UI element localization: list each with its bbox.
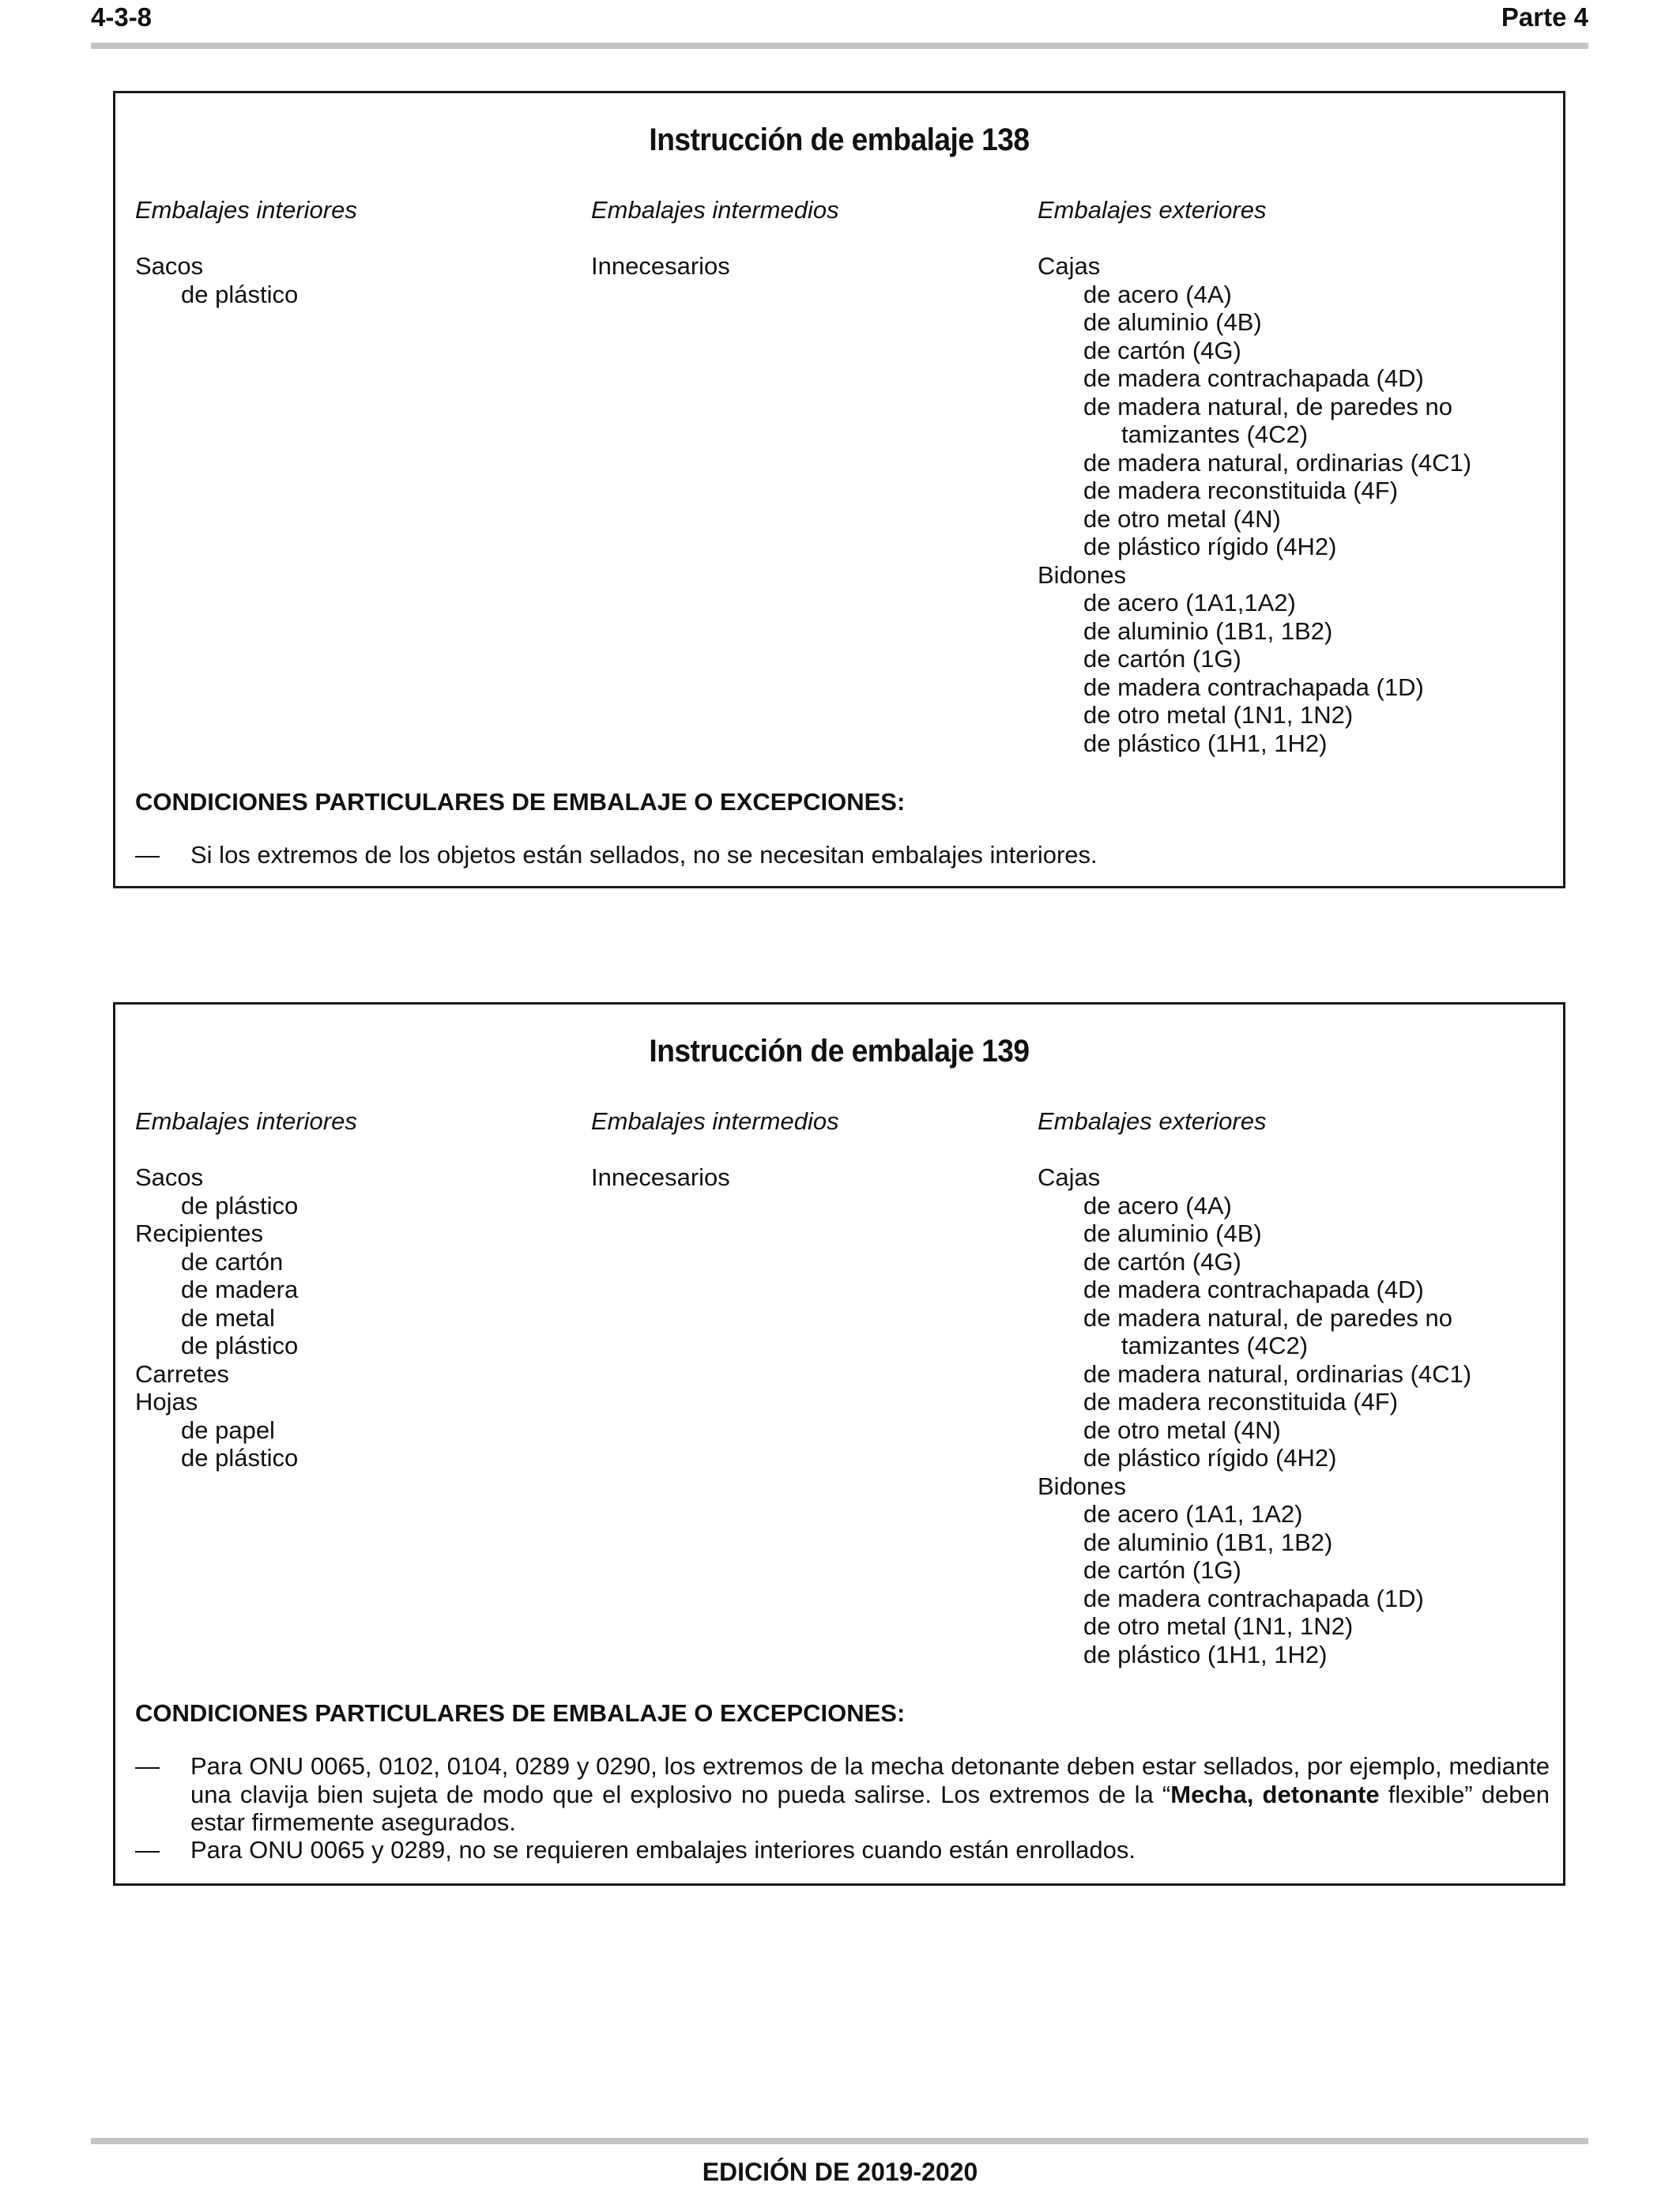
outer-packagings-list xyxy=(1038,252,1471,757)
packaging-item: de acero (4A) xyxy=(1083,280,1232,308)
packaging-item: de acero (1A1,1A2) xyxy=(1083,589,1296,616)
note-text xyxy=(190,1752,1550,1837)
note-text-part: Para ONU 0065, 0102, 0104, 0289 y 0290, los extremos de la mecha detonante deben estar sellados, por ejemplo, mediante una clavija bien sujeta de modo que el explosivo no pueda salirse. Los extremos de la “ xyxy=(190,1752,1550,1808)
outer-packagings-heading: Embalajes exteriores xyxy=(1038,1107,1267,1135)
page-number: 4-3-8 xyxy=(91,2,153,32)
packaging-item: de cartón (1G) xyxy=(1083,1556,1241,1584)
packaging-category: Recipientes xyxy=(135,1220,263,1247)
packaging-item: de cartón (4G) xyxy=(1083,1247,1241,1276)
packaging-item: de papel xyxy=(181,1416,275,1444)
special-conditions-heading: CONDICIONES PARTICULARES DE EMBALAJE O EXCEPCIONES: xyxy=(135,1699,906,1727)
packaging-item: de madera natural, ordinarias (4C1) xyxy=(1083,1359,1472,1388)
packaging-item: de acero (1A1, 1A2) xyxy=(1083,1500,1303,1528)
packing-instruction-139 xyxy=(113,1002,1565,1886)
packaging-item: de madera natural, de paredes no xyxy=(1083,392,1453,420)
footer-rule xyxy=(91,2138,1588,2144)
edition-footer: EDICIÓN DE 2019-2020 xyxy=(702,2158,978,2186)
packaging-item: de madera natural, ordinarias (4C1) xyxy=(1083,448,1472,477)
packaging-item: tamizantes (4C2) xyxy=(1121,1332,1309,1359)
header-rule xyxy=(91,43,1588,49)
note-dash: — xyxy=(135,1752,160,1780)
packaging-item: de madera reconstituida (4F) xyxy=(1083,1388,1399,1416)
packaging-item: de madera contrachapada (4D) xyxy=(1083,364,1424,392)
packing-instruction-138 xyxy=(113,91,1565,888)
note-dash: — xyxy=(135,1836,160,1864)
packaging-item: de otro metal (1N1, 1N2) xyxy=(1083,701,1354,729)
packaging-category: Bidones xyxy=(1038,1472,1127,1500)
outer-packagings-column xyxy=(1038,196,1471,757)
packaging-category: Carretes xyxy=(135,1359,229,1388)
packaging-category: Innecesarios xyxy=(591,252,730,280)
packaging-item: de cartón (4G) xyxy=(1083,336,1241,364)
packaging-item: tamizantes (4C2) xyxy=(1121,420,1309,448)
packaging-item: de plástico (1H1, 1H2) xyxy=(1083,1640,1328,1668)
intermediate-packagings-column xyxy=(591,196,839,281)
packaging-item: de aluminio (4B) xyxy=(1083,308,1262,336)
packaging-category: Sacos xyxy=(135,1163,204,1191)
packaging-category: Hojas xyxy=(135,1388,198,1416)
packaging-item: de cartón (1G) xyxy=(1083,645,1241,673)
packaging-item: de aluminio (1B1, 1B2) xyxy=(1083,616,1333,645)
packaging-item: de aluminio (1B1, 1B2) xyxy=(1083,1528,1333,1556)
packaging-item: de plástico rígido (4H2) xyxy=(1083,1444,1337,1472)
packaging-item: de plástico xyxy=(181,280,299,308)
inner-packagings-heading: Embalajes interiores xyxy=(135,196,357,224)
note-text-part: flexible” deben estar firmemente asegurados. xyxy=(190,1780,1550,1836)
packaging-category: Cajas xyxy=(1038,252,1101,280)
packaging-item: de plástico xyxy=(181,1191,299,1220)
inner-packagings-list xyxy=(135,1163,357,1472)
packaging-item: de plástico xyxy=(181,1332,299,1359)
note-text-bold: Mecha, detonante xyxy=(1170,1780,1380,1808)
instruction-title: Instrucción de embalaje 138 xyxy=(649,123,1030,157)
packaging-item: de plástico xyxy=(181,1444,299,1472)
part-label: Parte 4 xyxy=(1501,2,1588,32)
packaging-category: Sacos xyxy=(135,252,204,280)
outer-packagings-list xyxy=(1038,1163,1471,1668)
packaging-item: de plástico (1H1, 1H2) xyxy=(1083,729,1328,757)
packaging-item: de madera reconstituida (4F) xyxy=(1083,477,1399,504)
packaging-item: de plástico rígido (4H2) xyxy=(1083,533,1337,560)
intermediate-packagings-heading: Embalajes intermedios xyxy=(591,1107,839,1135)
inner-packagings-column xyxy=(135,1107,357,1472)
packaging-item: de acero (4A) xyxy=(1083,1191,1232,1220)
inner-packagings-list xyxy=(135,252,357,308)
packaging-item: de otro metal (1N1, 1N2) xyxy=(1083,1612,1354,1640)
packaging-item: de cartón xyxy=(181,1247,284,1276)
special-condition-note xyxy=(135,841,1550,869)
outer-packagings-heading: Embalajes exteriores xyxy=(1038,196,1267,224)
packaging-item: de metal xyxy=(181,1303,275,1332)
special-condition-note xyxy=(135,1752,1550,1837)
intermediate-packagings-heading: Embalajes intermedios xyxy=(591,196,839,224)
page-header xyxy=(91,0,1588,43)
packaging-category: Innecesarios xyxy=(591,1163,730,1191)
packaging-item: de otro metal (4N) xyxy=(1083,504,1281,533)
packaging-item: de madera contrachapada (1D) xyxy=(1083,1584,1424,1612)
special-conditions-heading: CONDICIONES PARTICULARES DE EMBALAJE O EXCEPCIONES: xyxy=(135,788,906,816)
intermediate-packagings-list xyxy=(591,1163,839,1192)
packaging-item: de madera contrachapada (4D) xyxy=(1083,1276,1424,1303)
special-condition-note xyxy=(135,1836,1550,1864)
instruction-title: Instrucción de embalaje 139 xyxy=(649,1034,1030,1069)
note-dash: — xyxy=(135,841,160,869)
inner-packagings-heading: Embalajes interiores xyxy=(135,1107,357,1135)
outer-packagings-column xyxy=(1038,1107,1471,1668)
inner-packagings-column xyxy=(135,196,357,308)
packaging-item: de aluminio (4B) xyxy=(1083,1220,1262,1247)
intermediate-packagings-list xyxy=(591,252,839,281)
note-text: Para ONU 0065 y 0289, no se requieren embalajes interiores cuando están enrollados. xyxy=(190,1836,1136,1864)
intermediate-packagings-column xyxy=(591,1107,839,1192)
packaging-item: de madera contrachapada (1D) xyxy=(1083,673,1424,701)
packaging-item: de madera natural, de paredes no xyxy=(1083,1303,1453,1332)
packaging-item: de madera xyxy=(181,1276,299,1303)
note-text: Si los extremos de los objetos están sellados, no se necesitan embalajes interiores. xyxy=(190,841,1098,869)
packaging-category: Bidones xyxy=(1038,560,1127,589)
packaging-category: Cajas xyxy=(1038,1163,1101,1191)
packaging-item: de otro metal (4N) xyxy=(1083,1416,1281,1444)
